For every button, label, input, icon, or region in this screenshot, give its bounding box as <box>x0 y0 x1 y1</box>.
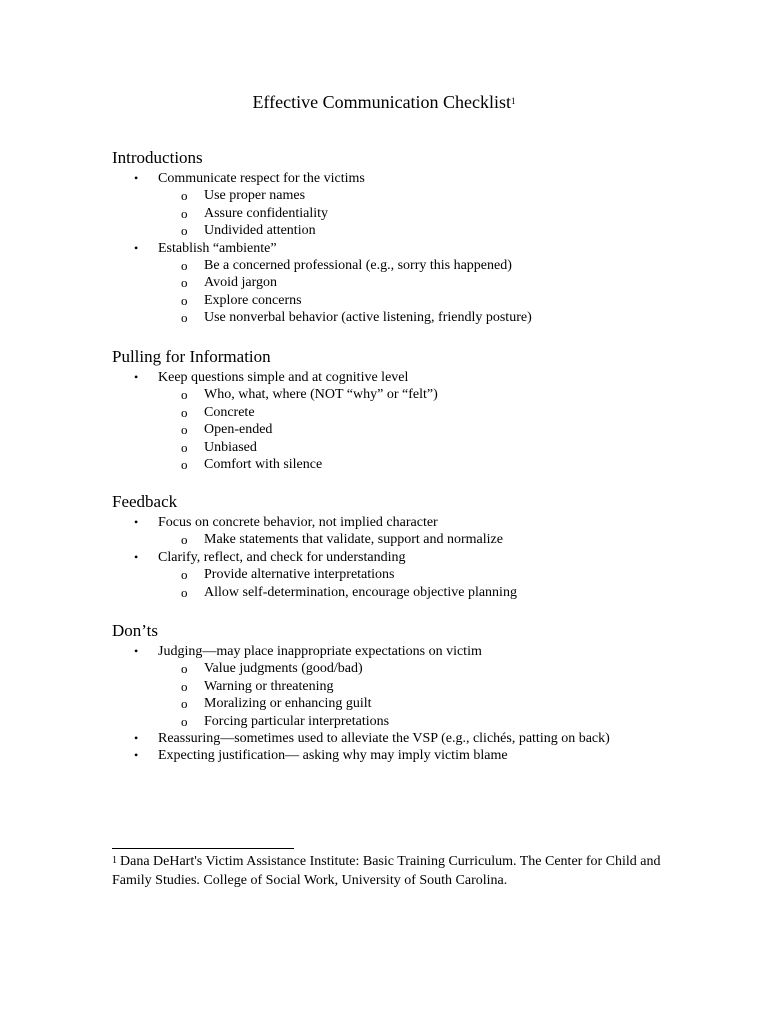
list-item-text: Clarify, reflect, and check for understanding <box>158 550 406 565</box>
sub-list-item <box>181 421 273 438</box>
list-item-text: Focus on concrete behavior, not implied character <box>158 515 438 530</box>
list-item <box>134 369 409 386</box>
sub-list-item-text: Provide alternative interpretations <box>204 567 395 582</box>
bullet-icon: • <box>134 370 139 384</box>
list-item <box>134 747 508 764</box>
bullet-icon: • <box>134 171 139 185</box>
list-item-text: Judging—may place inappropriate expectations on victim <box>158 644 482 659</box>
list-item <box>134 730 610 747</box>
circle-bullet-icon: o <box>181 567 188 582</box>
sub-list-item <box>181 309 532 326</box>
circle-bullet-icon: o <box>181 661 188 676</box>
footnote-separator <box>112 848 294 849</box>
bullet-icon: • <box>134 731 139 745</box>
sub-list-item-text: Use proper names <box>204 188 306 203</box>
bullet-icon: • <box>134 748 139 762</box>
footnote-mark: 1 <box>112 855 117 866</box>
sub-list-item <box>181 187 306 204</box>
title-text: Effective Communication Checklist <box>252 92 512 112</box>
sub-list-item-text: Unbiased <box>204 440 257 455</box>
section-heading: Pulling for Information <box>112 347 271 366</box>
footnote-text: Dana DeHart's Victim Assistance Institute: Basic Training Curriculum. The Center for Child and Family Studies. College of Social Work, University of South Carolina. <box>112 854 661 888</box>
sub-list-item-text: Undivided attention <box>204 223 316 238</box>
list-item-text: Keep questions simple and at cognitive level <box>158 370 409 385</box>
circle-bullet-icon: o <box>181 440 188 455</box>
list-item <box>134 240 277 257</box>
title-footnote-mark: 1 <box>511 96 516 106</box>
sub-list-item-text: Moralizing or enhancing guilt <box>204 696 372 711</box>
circle-bullet-icon: o <box>181 714 188 729</box>
sub-list-item-text: Be a concerned professional (e.g., sorry this happened) <box>204 258 512 273</box>
bullet-icon: • <box>134 550 139 564</box>
sub-list-item <box>181 222 316 239</box>
list-item-text: Communicate respect for the victims <box>158 171 365 186</box>
sub-list-item-text: Use nonverbal behavior (active listening, friendly posture) <box>204 310 532 325</box>
sub-list-item <box>181 584 517 601</box>
sub-list-item <box>181 404 255 421</box>
sub-list-item <box>181 456 323 473</box>
list-item <box>134 170 365 187</box>
sub-list-item-text: Open-ended <box>204 422 273 437</box>
sub-list-item <box>181 566 395 583</box>
bullet-icon: • <box>134 515 139 529</box>
footnote <box>112 852 672 890</box>
circle-bullet-icon: o <box>181 422 188 437</box>
section-heading: Don’ts <box>112 621 158 640</box>
sub-list-item <box>181 695 372 712</box>
sub-list-item-text: Make statements that validate, support and normalize <box>204 532 503 547</box>
bullet-icon: • <box>134 241 139 255</box>
sub-list-item <box>181 274 277 291</box>
sub-list-item <box>181 531 503 548</box>
circle-bullet-icon: o <box>181 188 188 203</box>
sub-list-item-text: Avoid jargon <box>204 275 277 290</box>
circle-bullet-icon: o <box>181 275 188 290</box>
sub-list-item <box>181 678 334 695</box>
list-item-text: Reassuring—sometimes used to alleviate the VSP (e.g., clichés, patting on back) <box>158 731 610 746</box>
list-item <box>134 643 482 660</box>
sub-list-item-text: Comfort with silence <box>204 457 323 472</box>
circle-bullet-icon: o <box>181 696 188 711</box>
document-title <box>0 91 768 113</box>
sub-list-item <box>181 660 363 677</box>
sub-list-item <box>181 205 329 222</box>
circle-bullet-icon: o <box>181 258 188 273</box>
list-item <box>134 514 438 531</box>
sub-list-item <box>181 386 438 403</box>
sub-list-item-text: Warning or threatening <box>204 679 334 694</box>
circle-bullet-icon: o <box>181 457 188 472</box>
circle-bullet-icon: o <box>181 532 188 547</box>
sub-list-item <box>181 713 390 730</box>
sub-list-item-text: Assure confidentiality <box>204 206 329 221</box>
circle-bullet-icon: o <box>181 585 188 600</box>
sub-list-item-text: Concrete <box>204 405 255 420</box>
bullet-icon: • <box>134 644 139 658</box>
section-heading: Feedback <box>112 492 178 511</box>
circle-bullet-icon: o <box>181 387 188 402</box>
sub-list-item-text: Explore concerns <box>204 293 302 308</box>
circle-bullet-icon: o <box>181 293 188 308</box>
list-item-text: Establish “ambiente” <box>158 241 277 256</box>
circle-bullet-icon: o <box>181 405 188 420</box>
sub-list-item-text: Allow self-determination, encourage objective planning <box>204 585 517 600</box>
circle-bullet-icon: o <box>181 310 188 325</box>
circle-bullet-icon: o <box>181 679 188 694</box>
list-item <box>134 549 406 566</box>
sub-list-item <box>181 292 302 309</box>
sub-list-item <box>181 257 512 274</box>
sub-list-item-text: Value judgments (good/bad) <box>204 661 363 676</box>
sub-list-item <box>181 439 257 456</box>
circle-bullet-icon: o <box>181 206 188 221</box>
sub-list-item-text: Forcing particular interpretations <box>204 714 390 729</box>
circle-bullet-icon: o <box>181 223 188 238</box>
list-item-text: Expecting justification— asking why may imply victim blame <box>158 748 508 763</box>
sub-list-item-text: Who, what, where (NOT “why” or “felt”) <box>204 387 438 402</box>
section-heading: Introductions <box>112 148 203 167</box>
